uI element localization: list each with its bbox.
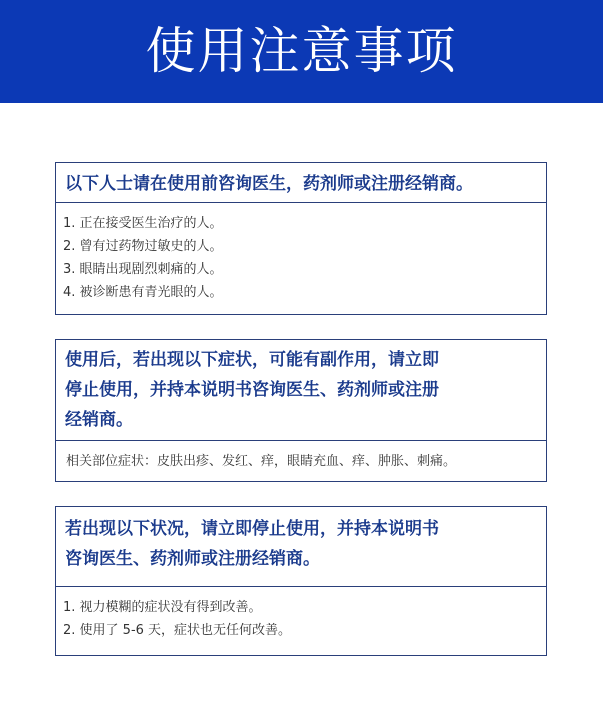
header-banner bbox=[0, 0, 603, 103]
list-item: 1. 视力模糊的症状没有得到改善。 bbox=[63, 600, 262, 615]
page-title: 使用注意事项 bbox=[145, 21, 458, 80]
section-heading bbox=[56, 507, 546, 587]
heading-line: 停止使用，并持本说明书咨询医生、药剂师或注册 bbox=[65, 380, 439, 400]
heading-line: 咨询医生、药剂师或注册经销商。 bbox=[65, 549, 320, 569]
list-item: 相关部位症状：皮肤出疹、发红、痒，眼睛充血、痒、肿胀、刺痛。 bbox=[66, 454, 457, 469]
list-item: 2. 使用了 5-6 天，症状也无任何改善。 bbox=[63, 623, 292, 638]
stop-use-section bbox=[55, 506, 547, 656]
consult-before-use-section bbox=[55, 162, 547, 315]
heading-line: 经销商。 bbox=[65, 410, 133, 430]
section-heading bbox=[56, 340, 546, 441]
heading-line: 使用后，若出现以下症状，可能有副作用，请立即 bbox=[65, 350, 439, 370]
heading-line: 以下人士请在使用前咨询医生，药剂师或注册经销商。 bbox=[65, 174, 473, 194]
section-body bbox=[56, 587, 546, 648]
list-item: 2. 曾有过药物过敏史的人。 bbox=[63, 239, 223, 254]
list-item: 3. 眼睛出现剧烈刺痛的人。 bbox=[63, 262, 223, 277]
section-body bbox=[56, 203, 546, 310]
section-heading bbox=[56, 163, 546, 203]
heading-line: 若出现以下状况，请立即停止使用，并持本说明书 bbox=[65, 519, 439, 539]
list-item: 1. 正在接受医生治疗的人。 bbox=[63, 216, 223, 231]
section-body bbox=[56, 441, 546, 473]
list-item: 4. 被诊断患有青光眼的人。 bbox=[63, 285, 223, 300]
side-effects-section bbox=[55, 339, 547, 482]
